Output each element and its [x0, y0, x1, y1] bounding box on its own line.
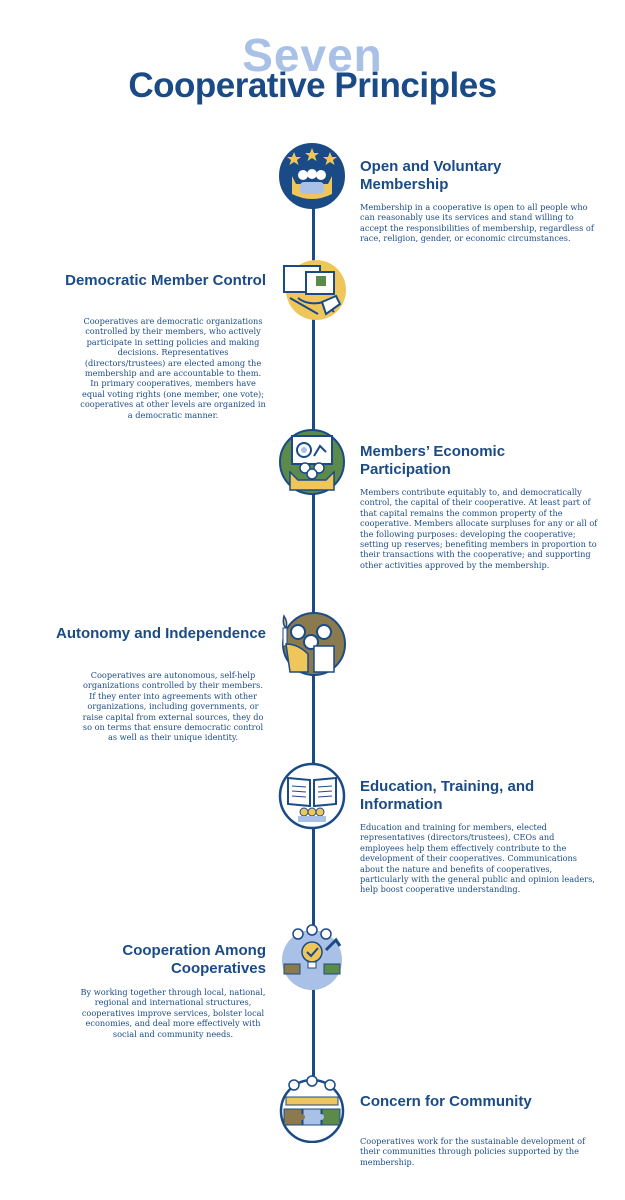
principle-body-2: Cooperatives are democratic organizations controlled by their members, who actively participate in setting policies and making decisions. Representatives (directors/trustees) are elected among the membership and are accountable to them. In primary cooperatives, members have equal voting rights (one member, one vote); cooperatives at other levels are organized in a democratic manner. [80, 316, 266, 420]
title-top-word: Seven [242, 29, 383, 81]
principle-heading-4: Autonomy and Independence [55, 625, 266, 642]
principle-body-4: Cooperatives are autonomous, self-help organizations controlled by their members. If they enter into agreements with other organizations, including governments, or raise capital from external sources, they do so on terms that ensure democratic control as well as their unique identity. [82, 670, 264, 743]
voting-icon [278, 256, 346, 324]
principle-body-3: Members contribute equitably to, and democratically control, the capital of their cooperative. At least part of that capital remains the common property of the cooperative. Members allocate surpluses for any or all of the following purposes: developing the cooperative; setting up reserves; benefiting members in proportion to their transactions with the cooperative; and supporting other activities approved by the membership. [360, 487, 598, 570]
torch-group-icon [278, 610, 346, 678]
principle-heading-3: Members’ Economic Participation [360, 443, 506, 478]
title-main: Cooperative Principles [128, 66, 497, 105]
principle-heading-2: Democratic Member Control [65, 272, 266, 289]
principle-body-7: Cooperatives work for the sustainable development of their communities through policies supported by the membership. [360, 1136, 586, 1167]
principle-body-5: Education and training for members, elected representatives (directors/trustees), CEOs and employees help them effectively contribute to the development of their cooperatives. Communications about the nature and benefits of cooperatives, particularly with the general public and opinion leaders, help boost cooperative understanding. [360, 822, 595, 895]
principle-heading-7: Concern for Community [360, 1093, 532, 1110]
principle-heading-1: Open and Voluntary Membership [360, 158, 502, 193]
principle-body-1: Membership in a cooperative is open to all people who can reasonably use its services and stand willing to accept the responsibilities of membership, regardless of race, religion, gender, or economic circumstances. [360, 202, 594, 244]
lightbulb-network-icon [278, 924, 346, 992]
page-title [0, 30, 625, 110]
membership-icon [278, 142, 346, 210]
strategy-board-icon [278, 428, 346, 496]
puzzle-community-icon [278, 1075, 346, 1143]
principle-body-6: By working together through local, national, regional and international structures, cooperatives improve services, bolster local economies, and deal more effectively with social and community needs. [80, 987, 266, 1039]
principle-heading-5: Education, Training, and Information [360, 778, 535, 813]
open-book-icon [278, 762, 346, 830]
principle-heading-6: Cooperation Among Cooperatives [122, 942, 266, 977]
